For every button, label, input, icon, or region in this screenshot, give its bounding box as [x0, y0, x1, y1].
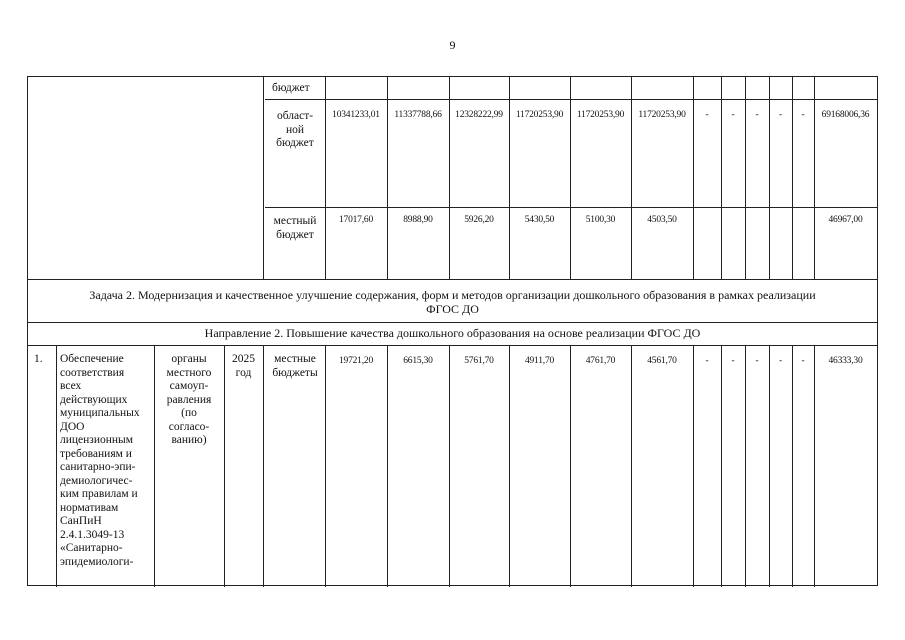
- column-divider: [387, 345, 388, 587]
- regional-dash: -: [731, 110, 735, 120]
- row-divider: [28, 279, 877, 280]
- task-heading: Задача 2. Модернизация и качественное улучшение содержания, форм и методов организации дошкольного образования в рамках реализации ФГОС ДО: [89, 288, 816, 316]
- entry-description: Обеспечение соответствия всех действующих муниципальных ДОО лицензионным требованиям и санитарно-эпи- демиологичес- ким правилам и нормативам СанПиН 2.4.1.3049-13 «Санитарно- эпидемиологи-: [60, 353, 140, 568]
- column-divider: [745, 345, 746, 587]
- column-divider: [721, 345, 722, 587]
- local-total: 46967,00: [828, 215, 863, 225]
- entry-value-2023: 4911,70: [524, 356, 555, 366]
- column-divider: [325, 77, 326, 279]
- local-value-2020: 17017,60: [338, 215, 374, 225]
- entry-dash: -: [801, 356, 805, 366]
- row-divider: [28, 322, 877, 323]
- regional-value-2023: 11720253,90: [515, 110, 564, 120]
- column-divider: [509, 345, 510, 587]
- regional-total: 69168006,36: [821, 110, 870, 120]
- regional-dash: -: [801, 110, 805, 120]
- budget-table: [27, 76, 878, 586]
- column-divider: [263, 77, 264, 279]
- entry-dash: -: [755, 356, 759, 366]
- entry-number: 1.: [34, 353, 43, 365]
- regional-budget-label: област- ной бюджет: [276, 110, 314, 149]
- entry-executor: органы местного самоуп- равления (по согласо- ванию): [166, 353, 212, 446]
- local-value-2022: 5926,20: [464, 215, 494, 225]
- regional-value-2021: 11337788,66: [394, 110, 442, 120]
- entry-dash: -: [779, 356, 782, 366]
- local-value-2024: 5100,30: [585, 215, 616, 225]
- column-divider: [721, 77, 722, 279]
- column-divider: [387, 77, 388, 279]
- column-divider: [570, 345, 571, 587]
- regional-dash: -: [779, 110, 782, 120]
- column-divider: [693, 345, 694, 587]
- column-divider: [449, 345, 450, 587]
- entry-value-2020: 19721,20: [338, 356, 374, 366]
- regional-value-2024: 11720253,90: [576, 110, 625, 120]
- local-value-2023: 5430,50: [524, 215, 555, 225]
- column-divider: [814, 345, 815, 587]
- entry-dash: -: [705, 356, 709, 366]
- column-divider: [792, 345, 793, 587]
- local-value-2025: 4503,50: [647, 215, 677, 225]
- page-number: 9: [449, 38, 456, 52]
- column-divider: [631, 345, 632, 587]
- entry-value-2021: 6615,30: [403, 356, 433, 366]
- column-divider: [449, 77, 450, 279]
- column-divider: [769, 77, 770, 279]
- column-divider: [693, 77, 694, 279]
- local-value-2021: 8988,90: [403, 215, 433, 225]
- local-budget-label: местный бюджет: [273, 215, 317, 241]
- entry-value-2025: 4561,70: [647, 356, 677, 366]
- row-divider: [265, 99, 877, 100]
- entry-total: 46333,30: [828, 356, 863, 366]
- column-divider: [56, 345, 57, 587]
- regional-dash: -: [705, 110, 709, 120]
- entry-dash: -: [731, 356, 735, 366]
- direction-heading: Направление 2. Повышение качества дошкольного образования на основе реализации ФГОС ДО: [204, 326, 701, 340]
- entry-value-2024: 4761,70: [585, 356, 616, 366]
- regional-dash: -: [755, 110, 759, 120]
- entry-year: 2025 год: [232, 353, 255, 379]
- entry-funding-source: местные бюджеты: [272, 353, 318, 379]
- column-divider: [570, 77, 571, 279]
- row-divider: [265, 207, 877, 208]
- column-divider: [631, 77, 632, 279]
- entry-value-2022: 5761,70: [464, 356, 494, 366]
- row-divider: [28, 345, 877, 346]
- regional-value-2025: 11720253,90: [638, 110, 686, 120]
- column-divider: [263, 345, 264, 587]
- column-divider: [814, 77, 815, 279]
- column-divider: [509, 77, 510, 279]
- column-divider: [325, 345, 326, 587]
- column-divider: [769, 345, 770, 587]
- column-divider: [792, 77, 793, 279]
- budget-continuation-label: бюджет: [272, 82, 310, 94]
- column-divider: [224, 345, 225, 587]
- column-divider: [745, 77, 746, 279]
- regional-value-2020: 10341233,01: [332, 110, 380, 120]
- regional-value-2022: 12328222,99: [455, 110, 503, 120]
